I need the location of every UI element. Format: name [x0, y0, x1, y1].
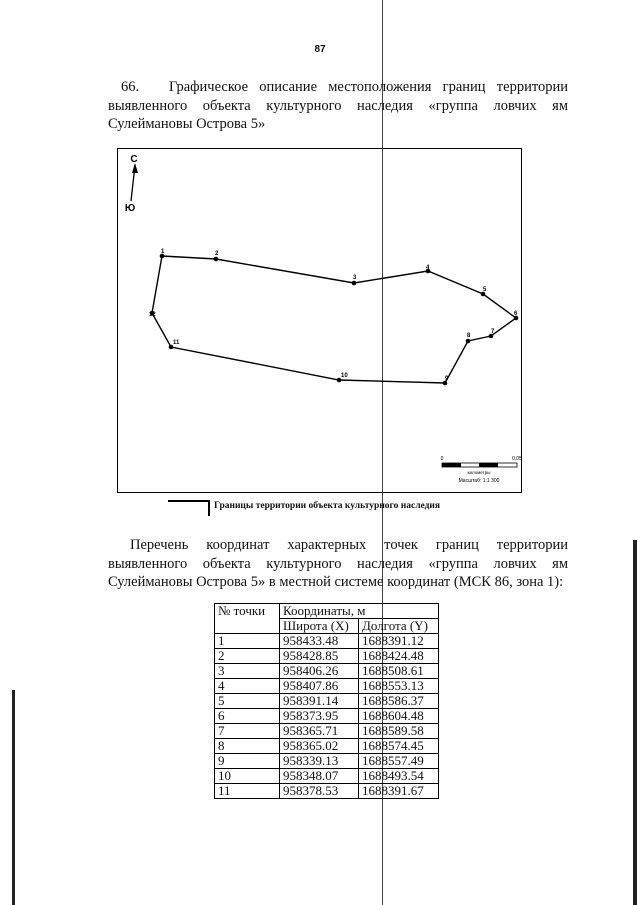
scale-ratio-label: Масштаб: 1:1 300: [458, 478, 500, 484]
table-header-row: [215, 604, 439, 619]
cell-lon: 1688493.54: [359, 769, 439, 784]
table-row: [215, 679, 439, 694]
heading-text: Графическое описание местоположения границ территории выявленного объекта культурного наследия «группа ловчих ям Сулеймановы Острова 5»: [108, 79, 568, 132]
boundary-points: [150, 254, 519, 386]
south-label: Ю: [124, 203, 136, 214]
point-label-2: 2: [215, 251, 219, 257]
header-coords: Координаты, м: [280, 604, 439, 619]
point-label-7: 7: [491, 329, 495, 335]
table-row: [215, 754, 439, 769]
point-labels: [149, 249, 518, 382]
point-label-6: 6: [514, 311, 518, 317]
cell-lon: 1688589.58: [359, 724, 439, 739]
legend-line-symbol: [168, 500, 208, 502]
cell-point: 1: [215, 634, 280, 649]
boundary-point-2: [214, 257, 219, 262]
cell-lon: 1688586.37: [359, 694, 439, 709]
table-row: [215, 664, 439, 679]
cell-lat: 958391.14: [280, 694, 359, 709]
cell-lat: 958378.53: [280, 784, 359, 799]
point-label-11: 11: [173, 340, 180, 346]
cell-lat: 958365.71: [280, 724, 359, 739]
point-label-9: 9: [445, 376, 449, 382]
boundary-point-8: [466, 339, 471, 344]
cell-lon: 1688553.13: [359, 679, 439, 694]
cell-point: 10: [215, 769, 280, 784]
cell-point: 7: [215, 724, 280, 739]
boundary-map: [117, 148, 522, 493]
boundary-polyline: [152, 256, 516, 383]
table-row: [215, 724, 439, 739]
cell-lat: 958407.86: [280, 679, 359, 694]
header-point: № точки: [215, 604, 280, 634]
header-lat: Широта (X): [280, 619, 359, 634]
cell-point: 2: [215, 649, 280, 664]
coordinates-table: [214, 603, 439, 799]
cell-lat: 958433.48: [280, 634, 359, 649]
header-lon: Долгота (Y): [359, 619, 439, 634]
table-row: [215, 784, 439, 799]
point-label-1: 1: [161, 249, 165, 255]
scan-edge-left: [12, 690, 15, 905]
cell-lat: 958365.02: [280, 739, 359, 754]
cell-lon: 1688391.12: [359, 634, 439, 649]
legend-text: Границы территории объекта культурного наследия: [214, 501, 441, 511]
page-number: 87: [314, 44, 326, 55]
north-arrow-icon: [125, 154, 138, 214]
north-label: С: [130, 154, 138, 165]
cell-lat: 958373.95: [280, 709, 359, 724]
cell-lat: 958348.07: [280, 769, 359, 784]
scale-start-label: 0: [440, 456, 444, 462]
cell-lat: 958406.26: [280, 664, 359, 679]
table-row: [215, 634, 439, 649]
map-canvas: [118, 149, 523, 494]
table-row: [215, 649, 439, 664]
legend-bar-symbol: [208, 500, 210, 516]
table-row: [215, 709, 439, 724]
point-label-12: 12: [149, 312, 156, 318]
table-row: [215, 739, 439, 754]
cell-lon: 1688391.67: [359, 784, 439, 799]
cell-lon: 1688508.61: [359, 664, 439, 679]
table-row: [215, 769, 439, 784]
cell-point: 9: [215, 754, 280, 769]
section-heading: [108, 78, 568, 134]
cell-lon: 1688604.48: [359, 709, 439, 724]
point-label-8: 8: [467, 333, 471, 339]
cell-lon: 1688574.45: [359, 739, 439, 754]
table-row: [215, 694, 439, 709]
cell-lon: 1688557.49: [359, 754, 439, 769]
heading-number: 66.: [121, 79, 140, 95]
scale-unit-label: километры: [467, 470, 491, 475]
cell-lat: 958428.85: [280, 649, 359, 664]
cell-point: 4: [215, 679, 280, 694]
cell-point: 8: [215, 739, 280, 754]
cell-point: 5: [215, 694, 280, 709]
scale-bar: [441, 456, 522, 484]
cell-point: 3: [215, 664, 280, 679]
point-label-3: 3: [353, 275, 357, 281]
cell-point: 6: [215, 709, 280, 724]
cell-lon: 1688424.48: [359, 649, 439, 664]
cell-lat: 958339.13: [280, 754, 359, 769]
scan-edge-right: [633, 540, 637, 905]
point-label-10: 10: [341, 373, 348, 379]
boundary-point-3: [352, 281, 357, 286]
scale-end-label: 0,05: [512, 456, 522, 462]
coordinates-intro: Перечень координат характерных точек границ территории выявленного объекта культурного наследия «группа ловчих ям Сулеймановы Острова 5» в местной системе координат (МСК 86, зона 1):: [108, 537, 568, 590]
cell-point: 11: [215, 784, 280, 799]
point-label-4: 4: [426, 265, 430, 271]
point-label-5: 5: [483, 287, 487, 293]
